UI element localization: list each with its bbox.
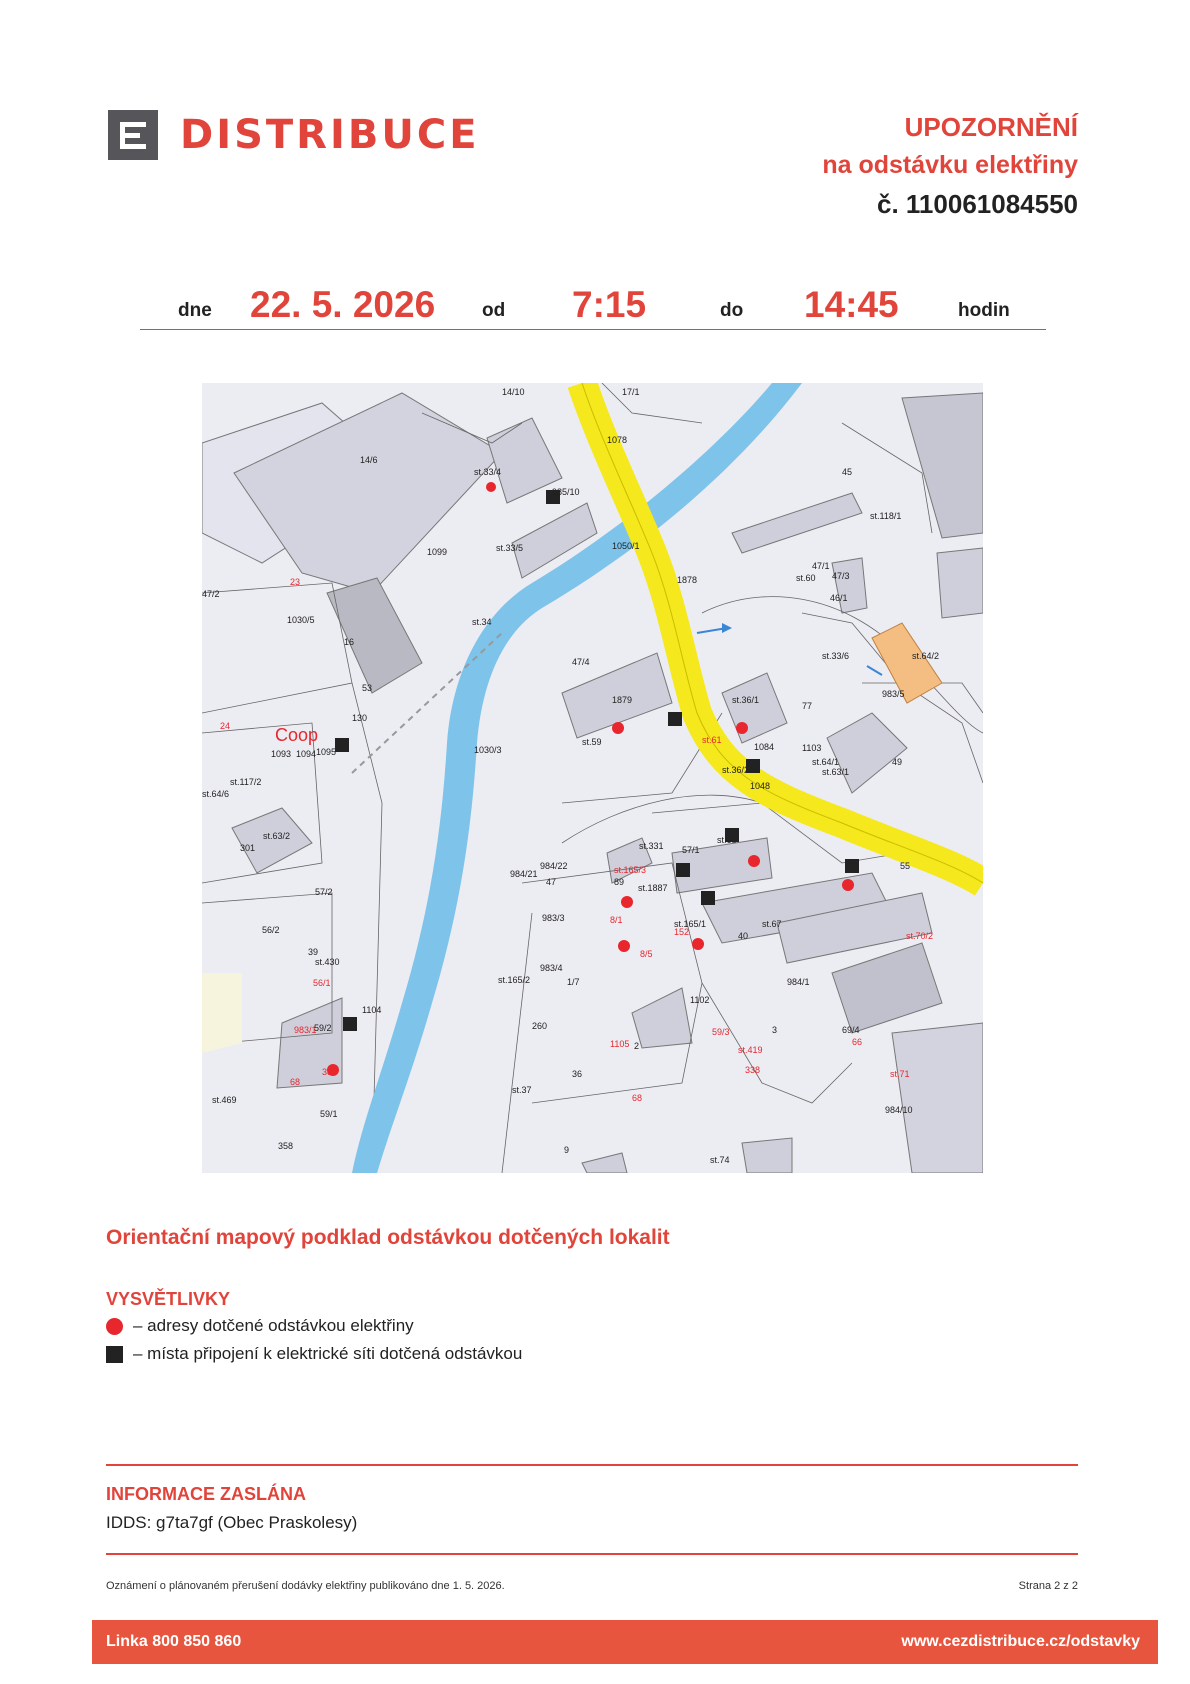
parcel-label: st.36/1 bbox=[732, 695, 760, 705]
notice-title-block bbox=[822, 108, 1078, 224]
outage-address-dot bbox=[618, 940, 630, 952]
legend-connection-text: – místa připojení k elektrické síti dotčená odstávkou bbox=[133, 1344, 523, 1363]
parcel-label: st.419 bbox=[738, 1045, 763, 1055]
parcel-label: 1084 bbox=[754, 742, 775, 752]
parcel-label: st.63/1 bbox=[822, 767, 850, 777]
parcel-label: 57/1 bbox=[682, 845, 700, 855]
parcel-label: 1104 bbox=[362, 1005, 382, 1015]
parcel-label: 59/3 bbox=[712, 1027, 730, 1037]
parcel-label: 77 bbox=[802, 701, 813, 711]
parcel-label: 984/10 bbox=[885, 1105, 913, 1115]
parcel-label: 984/21 bbox=[510, 869, 538, 879]
parcel-label: 983/3 bbox=[542, 913, 565, 923]
parcel-label: 1030/3 bbox=[474, 745, 502, 755]
outage-address-dot bbox=[612, 722, 624, 734]
parcel-label: 36 bbox=[572, 1069, 583, 1079]
parcel-label: 1050/1 bbox=[612, 541, 640, 551]
parcel-label: st.1887 bbox=[638, 883, 668, 893]
parcel-label: 38 bbox=[322, 1067, 333, 1077]
parcel-label: 17/1 bbox=[622, 387, 640, 397]
parcel-label: 983/1 bbox=[294, 1025, 317, 1035]
info-recipient: IDDS: g7ta7gf (Obec Praskolesy) bbox=[106, 1513, 358, 1532]
parcel-label: 301 bbox=[240, 843, 256, 853]
website-link[interactable]: www.cezdistribuce.cz/odstavky bbox=[901, 1633, 1140, 1650]
red-dot-icon bbox=[106, 1318, 123, 1335]
parcel-label: st.165/2 bbox=[498, 975, 531, 985]
outage-address-dot bbox=[486, 482, 496, 492]
parcel-label: 983/5 bbox=[882, 689, 905, 699]
parcel-label: 45 bbox=[842, 467, 853, 477]
parcel-label: 984/1 bbox=[787, 977, 810, 987]
time-from: 7:15 bbox=[572, 284, 647, 325]
company-logo bbox=[108, 110, 480, 160]
parcel-label: 152 bbox=[674, 927, 690, 937]
time-to: 14:45 bbox=[804, 284, 899, 325]
parcel-label: 39 bbox=[308, 947, 319, 957]
parcel-label: 89 bbox=[614, 877, 625, 887]
parcel-label: st.165/3 bbox=[614, 865, 647, 875]
parcel-label: Coop bbox=[275, 725, 319, 745]
parcel-label: st.63/2 bbox=[263, 831, 291, 841]
parcel-label: 47 bbox=[546, 877, 557, 887]
divider bbox=[106, 1464, 1078, 1466]
parcel-label: 49 bbox=[892, 757, 903, 767]
parcel-label: st.430 bbox=[315, 957, 340, 967]
connection-point bbox=[676, 863, 690, 877]
parcel-label: st.67 bbox=[762, 919, 782, 929]
parcel-label: 983/4 bbox=[540, 963, 563, 973]
parcel-label: st.64/1 bbox=[812, 757, 840, 767]
parcel-label: 1093 bbox=[271, 749, 292, 759]
parcel-label: 1030/5 bbox=[287, 615, 315, 625]
parcel-label: 57/2 bbox=[315, 887, 333, 897]
parcel-label: 69/4 bbox=[842, 1025, 860, 1035]
parcel-label: st.61 bbox=[702, 735, 722, 745]
legend-row-address bbox=[106, 1316, 414, 1336]
legend-row-connection bbox=[106, 1344, 522, 1364]
parcel-label: 1078 bbox=[607, 435, 628, 445]
parcel-label: st.33/4 bbox=[474, 467, 502, 477]
connection-point bbox=[845, 859, 859, 873]
map-caption: Orientační mapový podklad odstávkou dotčených lokalit bbox=[106, 1226, 670, 1249]
parcel-label: 47/4 bbox=[572, 657, 590, 667]
parcel-label: st.34 bbox=[472, 617, 492, 627]
parcel-label: st.64/6 bbox=[202, 789, 230, 799]
notice-title: UPOZORNĚNÍ bbox=[904, 112, 1078, 142]
parcel-label: 1105 bbox=[610, 1039, 630, 1049]
parcel-label: 2 bbox=[634, 1041, 640, 1051]
parcel-label: 1102 bbox=[690, 995, 710, 1005]
parcel-label: st.74 bbox=[710, 1155, 730, 1165]
black-square-icon bbox=[106, 1346, 123, 1363]
hotline-number: Linka 800 850 860 bbox=[106, 1633, 242, 1650]
parcel-label: 8/5 bbox=[640, 949, 653, 959]
parcel-label: st.469 bbox=[212, 1095, 237, 1105]
connection-point bbox=[668, 712, 682, 726]
parcel-label: 1/7 bbox=[567, 977, 580, 987]
parcel-label: 47/3 bbox=[832, 571, 850, 581]
parcel-label: 9 bbox=[564, 1145, 570, 1155]
connection-point bbox=[343, 1017, 357, 1031]
outage-address-dot bbox=[736, 722, 748, 734]
parcel-label: 55 bbox=[900, 861, 911, 871]
parcel-label: st.71 bbox=[890, 1069, 910, 1079]
parcel-label: 14/6 bbox=[360, 455, 378, 465]
parcel-label: st.68 bbox=[717, 835, 737, 845]
parcel-label: 56/2 bbox=[262, 925, 280, 935]
outage-address-dot bbox=[692, 938, 704, 950]
parcel-label: 56/1 bbox=[313, 978, 331, 988]
page-number: Strana 2 z 2 bbox=[1018, 1580, 1078, 1592]
parcel-label: 47/2 bbox=[202, 589, 220, 599]
date-label: dne bbox=[178, 300, 212, 321]
publication-note: Oznámení o plánovaném přerušení dodávky elektřiny publikováno dne 1. 5. 2026. bbox=[106, 1580, 505, 1592]
parcel-label: 40 bbox=[738, 931, 749, 941]
brand-name: DISTRIBUCE bbox=[180, 112, 480, 158]
parcel-label: 338 bbox=[745, 1065, 761, 1075]
logo-mark-icon bbox=[108, 110, 158, 160]
parcel-label: 1878 bbox=[677, 575, 698, 585]
parcel-label: 1879 bbox=[612, 695, 633, 705]
parcel-label: st.64/2 bbox=[912, 651, 940, 661]
parcel-label: st.331 bbox=[639, 841, 664, 851]
parcel-label: 358 bbox=[278, 1141, 294, 1151]
parcel-label: st.165/1 bbox=[674, 919, 707, 929]
parcel-label: 24 bbox=[220, 721, 231, 731]
parcel-label: 1103 bbox=[802, 743, 822, 753]
connection-point bbox=[335, 738, 349, 752]
outage-date: 22. 5. 2026 bbox=[250, 284, 436, 325]
parcel-label: 1048 bbox=[750, 781, 771, 791]
parcel-label: 53 bbox=[362, 683, 373, 693]
parcel-label: 14/10 bbox=[502, 387, 525, 397]
from-label: od bbox=[482, 300, 506, 321]
connection-point bbox=[701, 891, 715, 905]
footer-bar bbox=[92, 1620, 1158, 1664]
parcel-label: st.37 bbox=[512, 1085, 532, 1095]
parcel-label: 68 bbox=[632, 1093, 643, 1103]
parcel-label: 16 bbox=[344, 637, 355, 647]
parcel-label: 66 bbox=[852, 1037, 863, 1047]
parcel-label: st.33/5 bbox=[496, 543, 524, 553]
parcel-label: st.36/2 bbox=[722, 765, 750, 775]
parcel-label: 1095 bbox=[316, 747, 337, 757]
outage-address-dot bbox=[842, 879, 854, 891]
parcel-label: 1094 bbox=[296, 749, 317, 759]
parcel-label: 47/1 bbox=[812, 561, 830, 571]
parcel-label: 46/1 bbox=[830, 593, 848, 603]
outage-address-dot bbox=[748, 855, 760, 867]
parcel-label: st.33/6 bbox=[822, 651, 850, 661]
parcel-label: 3 bbox=[772, 1025, 778, 1035]
parcel-label: st.117/2 bbox=[230, 777, 262, 787]
outage-map bbox=[202, 383, 983, 1173]
to-label: do bbox=[720, 300, 744, 321]
parcel-label: 23 bbox=[290, 577, 301, 587]
parcel-label: 130 bbox=[352, 713, 368, 723]
parcel-label: st.70/2 bbox=[906, 931, 934, 941]
parcel-label: 68 bbox=[290, 1077, 301, 1087]
legend-title: VYSVĚTLIVKY bbox=[106, 1289, 231, 1309]
map-drawing bbox=[202, 383, 983, 1173]
notice-subtitle: na odstávku elektřiny bbox=[822, 151, 1078, 179]
parcel-label: 984/22 bbox=[540, 861, 568, 871]
parcel-label: st.60 bbox=[796, 573, 816, 583]
outage-time-row bbox=[140, 280, 1046, 330]
outage-address-dot bbox=[621, 896, 633, 908]
legend-address-text: – adresy dotčené odstávkou elektřiny bbox=[133, 1316, 414, 1335]
hours-label: hodin bbox=[958, 300, 1010, 321]
notice-number: č. 110061084550 bbox=[877, 189, 1078, 219]
parcel-label: 1099 bbox=[427, 547, 448, 557]
parcel-label: 59/2 bbox=[314, 1023, 332, 1033]
parcel-label: 260 bbox=[532, 1021, 548, 1031]
parcel-label: 59/1 bbox=[320, 1109, 338, 1119]
info-title: INFORMACE ZASLÁNA bbox=[106, 1484, 306, 1504]
parcel-label: st.118/1 bbox=[870, 511, 902, 521]
parcel-label: 985/10 bbox=[552, 487, 580, 497]
parcel-label: 8/1 bbox=[610, 915, 623, 925]
parcel-label: st.59 bbox=[582, 737, 602, 747]
divider bbox=[106, 1553, 1078, 1555]
